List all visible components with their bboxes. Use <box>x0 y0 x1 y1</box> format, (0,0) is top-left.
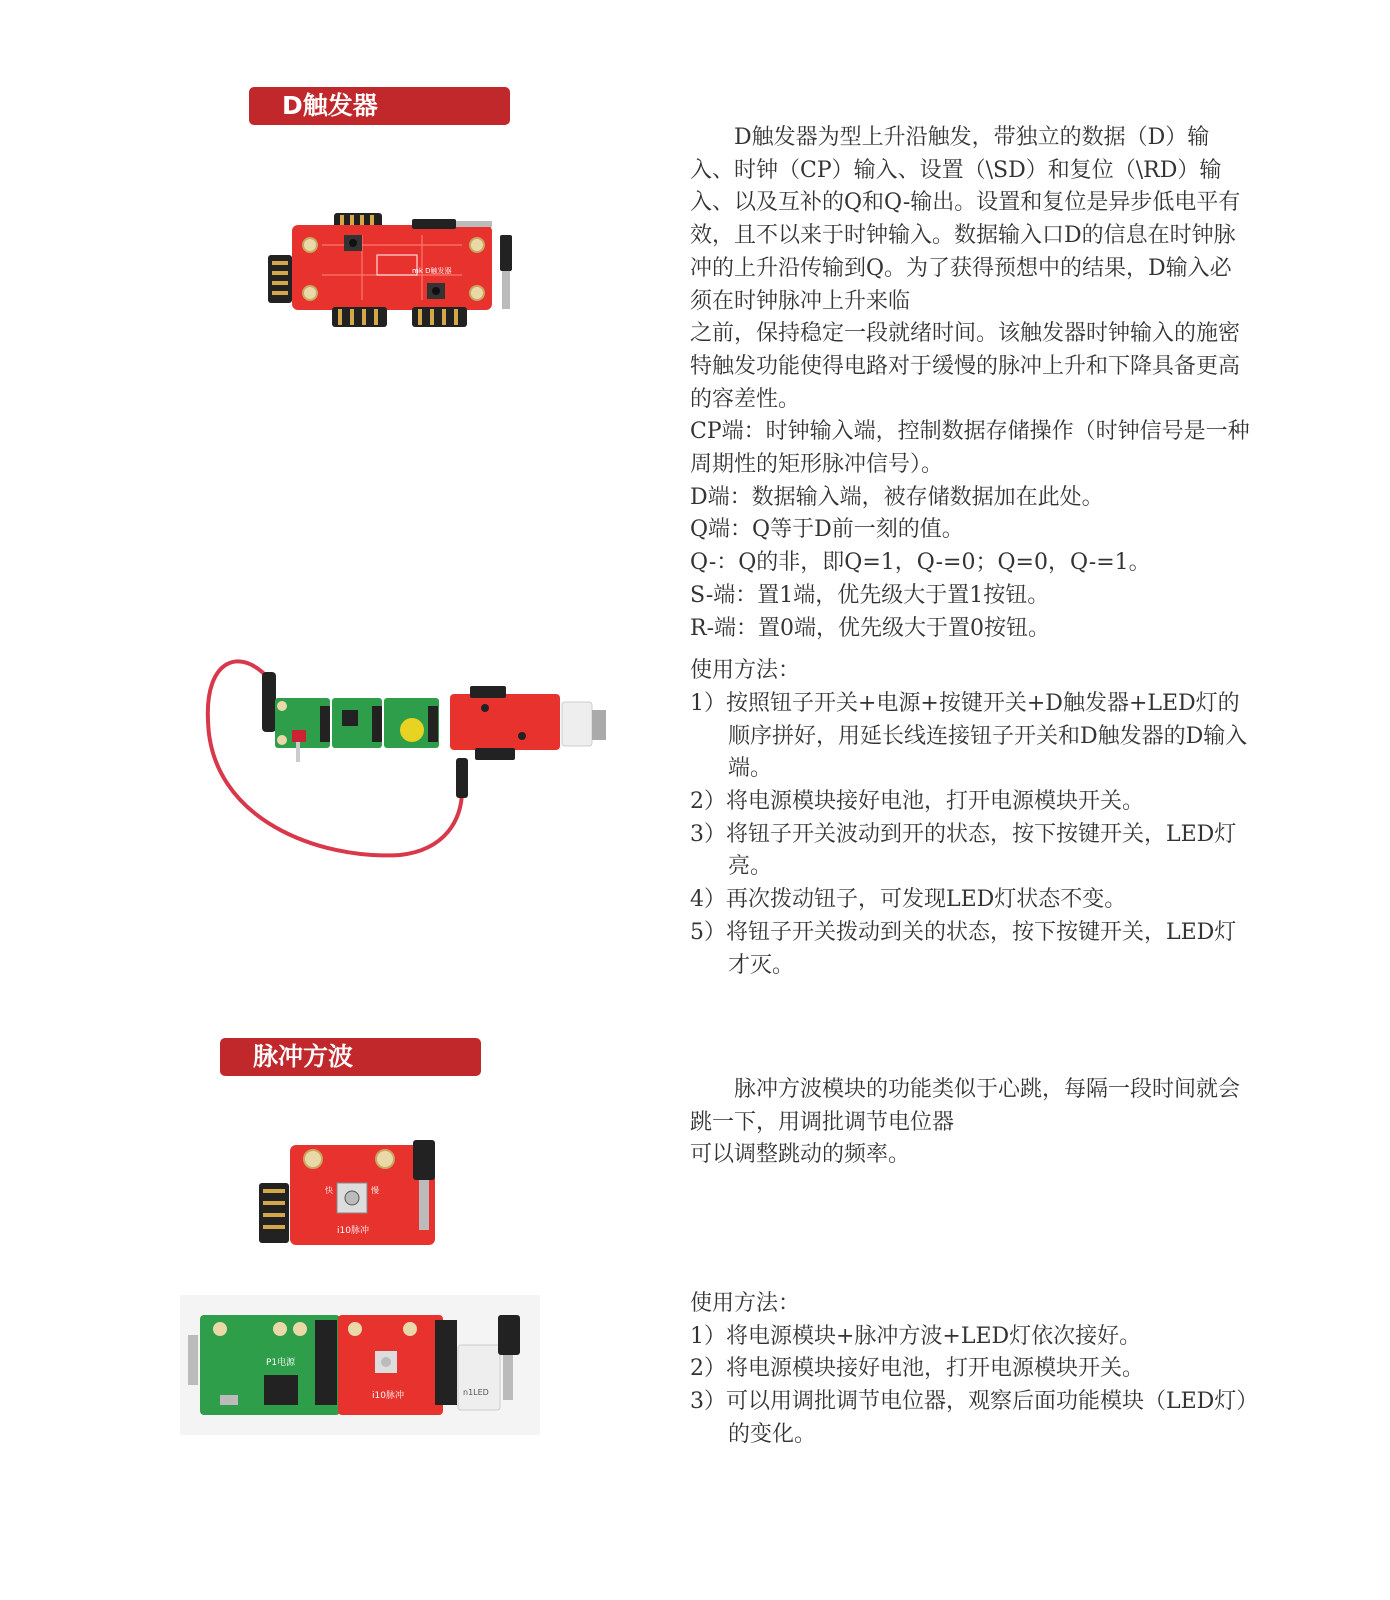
power-module-label: P1电源 <box>266 1358 296 1368</box>
d-flipflop-step-5: 5）将钮子开关拨动到关的状态，按下按键开关，LED灯才灭。 <box>690 919 1237 978</box>
d-flipflop-usage-title: 使用方法： <box>690 658 801 684</box>
pulse-wave-step-2: 2）将电源模块接好电池，打开电源模块开关。 <box>690 1356 1144 1382</box>
pin-q-description: Q端：Q等于D前一刻的值。 <box>690 517 964 543</box>
pin-s-description: S-端：置1端，优先级大于置1按钮。 <box>690 582 1050 608</box>
knob-fast-label: 快 <box>325 1186 333 1195</box>
d-flipflop-step-2: 2）将电源模块接好电池，打开电源模块开关。 <box>690 789 1144 815</box>
pulse-module-label: i10脉冲 <box>372 1391 404 1401</box>
section-title-d-flipflop: D触发器 <box>249 87 510 125</box>
d-flipflop-board-image <box>262 205 532 335</box>
pulse-board-label: i10脉冲 <box>337 1226 369 1236</box>
pulse-wave-circuit-image <box>180 1295 540 1435</box>
section-title-pulse-wave: 脉冲方波 <box>220 1038 481 1076</box>
d-flipflop-step-1: 1）按照钮子开关+电源+按键开关+D触发器+LED灯的顺序拼好，用延长线连接钮子开关和D触发器的D输入端。 <box>690 690 1248 782</box>
pulse-wave-intro-2: 可以调整跳动的频率。 <box>690 1142 911 1168</box>
d-flipflop-step-3: 3）将钮子开关波动到开的状态，按下按键开关，LED灯亮。 <box>690 821 1237 880</box>
pin-r-description: R-端：置0端，优先级大于置0按钮。 <box>690 615 1050 641</box>
pulse-wave-usage-title: 使用方法： <box>690 1291 801 1316</box>
knob-slow-label: 慢 <box>371 1186 379 1195</box>
pin-qbar-description: Q-：Q的非，即Q=1，Q-=0；Q=0，Q-=1。 <box>690 550 1151 576</box>
pin-d-description: D端：数据输入端，被存储数据加在此处。 <box>690 484 1104 510</box>
d-flipflop-step-4: 4）再次拨动钮子，可发现LED灯状态不变。 <box>690 887 1127 913</box>
led-module-label: n1LED <box>463 1388 489 1397</box>
d-flipflop-board-label: mk D触发器 <box>412 267 452 275</box>
pulse-wave-step-1: 1）将电源模块+脉冲方波+LED灯依次接好。 <box>690 1323 1142 1349</box>
pulse-wave-board-image <box>255 1135 455 1255</box>
pin-cp-description: CP端：时钟输入端，控制数据存储操作（时钟信号是一种周期性的矩形脉冲信号）。 <box>690 419 1250 478</box>
d-flipflop-circuit-image <box>200 650 610 860</box>
d-flipflop-intro-2: 之前，保持稳定一段就绪时间。该触发器时钟输入的施密特触发功能使得电路对于缓慢的脉冲上升和下降具备更高的容差性。 <box>690 321 1241 412</box>
pulse-wave-intro-1: 脉冲方波模块的功能类似于心跳，每隔一段时间就会跳一下，用调批调节电位器 <box>690 1077 1241 1135</box>
d-flipflop-intro-1: D触发器为型上升沿触发，带独立的数据（D）输入、时钟（CP）输入、设置（\SD）和复位（\RD）输入、以及互补的Q和Q-输出。设置和复位是异步低电平有效，且不以来于时钟输入。数据输入口D的信息在时钟脉冲的上升沿传输到Q。为了获得预想中的结果，D输入必须在时钟脉冲上升来临 <box>690 125 1241 314</box>
pulse-wave-step-3: 3）可以用调批调节电位器，观察后面功能模块（LED灯）的变化。 <box>690 1389 1248 1447</box>
